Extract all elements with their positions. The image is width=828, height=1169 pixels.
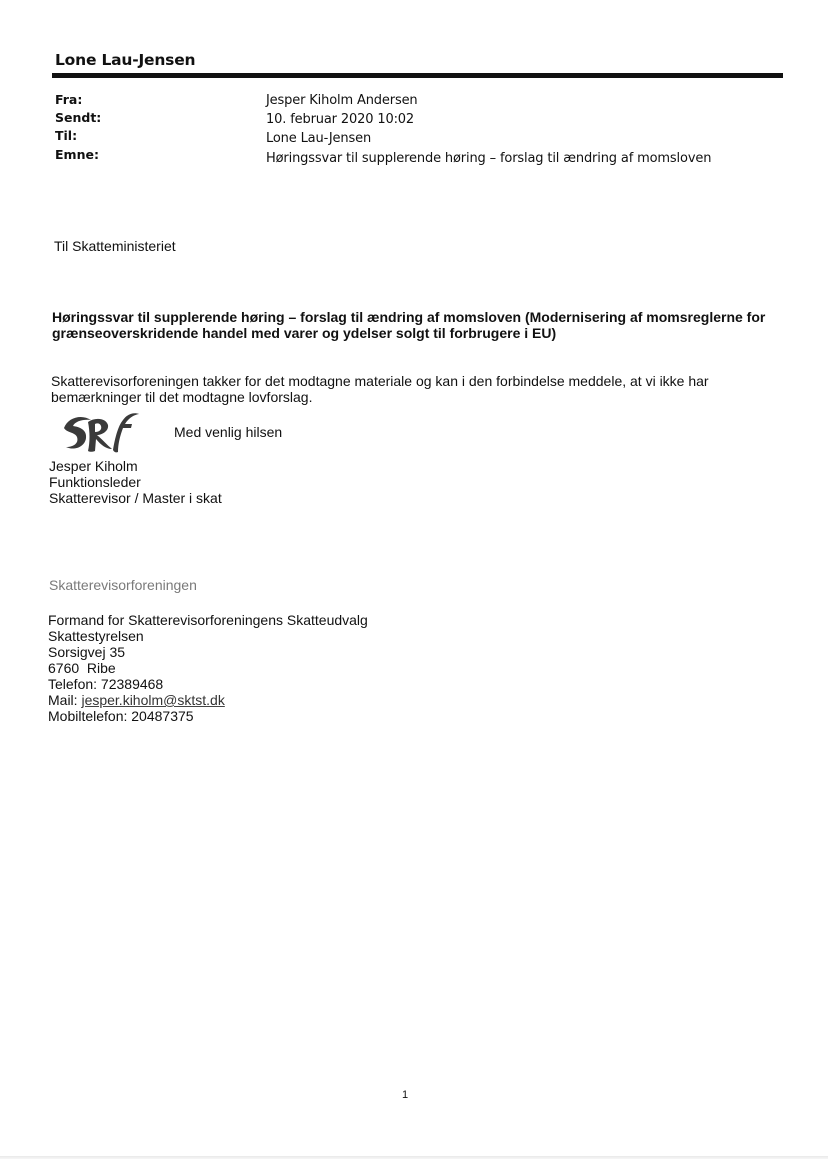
from-value: Jesper Kiholm Andersen xyxy=(266,93,418,108)
contact-mail-label: Mail: xyxy=(48,692,82,708)
salutation: Til Skatteministeriet xyxy=(54,238,176,254)
contact-mobile: Mobiltelefon: 20487375 xyxy=(48,708,194,724)
sent-value: 10. februar 2020 10:02 xyxy=(266,112,415,127)
contact-agency: Skattestyrelsen xyxy=(48,628,144,644)
signature-title: Skatterevisor / Master i skat xyxy=(49,490,222,506)
signature-name: Jesper Kiholm xyxy=(49,458,138,474)
email-link[interactable]: jesper.kiholm@sktst.dk xyxy=(81,692,225,708)
from-label: Fra: xyxy=(55,92,83,107)
contact-city: 6760 Ribe xyxy=(48,660,116,676)
response-subject xyxy=(52,309,765,341)
to-label: Til: xyxy=(55,128,78,143)
contact-block xyxy=(48,612,368,724)
closing: Med venlig hilsen xyxy=(174,424,283,440)
paragraph-line: bemærkninger til det modtagne lovforslag. xyxy=(51,389,313,405)
signature-role: Funktionsleder xyxy=(49,474,141,490)
scan-edge xyxy=(0,1156,828,1159)
response-paragraph xyxy=(51,373,709,405)
header-divider xyxy=(52,73,783,78)
contact-mail xyxy=(48,692,368,708)
signature-block xyxy=(49,458,222,506)
contact-position: Formand for Skatterevisorforeningens Skatteudvalg xyxy=(48,612,368,628)
paragraph-line: Skatterevisorforeningen takker for det modtagne materiale og kan i den forbindelse meddele, at vi ikke har xyxy=(51,373,709,389)
contact-street: Sorsigvej 35 xyxy=(48,644,126,660)
subject-label: Emne: xyxy=(55,147,99,162)
contact-phone: Telefon: 72389468 xyxy=(48,676,164,692)
organization-name: Skatterevisorforeningen xyxy=(49,577,197,593)
to-value: Lone Lau-Jensen xyxy=(266,131,372,146)
srf-logo-icon xyxy=(62,410,140,454)
sent-label: Sendt: xyxy=(55,110,102,125)
response-subject-line: grænseoverskridende handel med varer og ydelser solgt til forbrugere i EU) xyxy=(52,325,557,341)
subject-value: Høringssvar til supplerende høring – forslag til ændring af momsloven xyxy=(266,151,712,166)
mailbox-owner-name: Lone Lau-Jensen xyxy=(55,51,196,69)
response-subject-line: Høringssvar til supplerende høring – forslag til ændring af momsloven (Modernisering af momsreglerne for xyxy=(52,309,766,325)
page-number: 1 xyxy=(402,1089,409,1101)
